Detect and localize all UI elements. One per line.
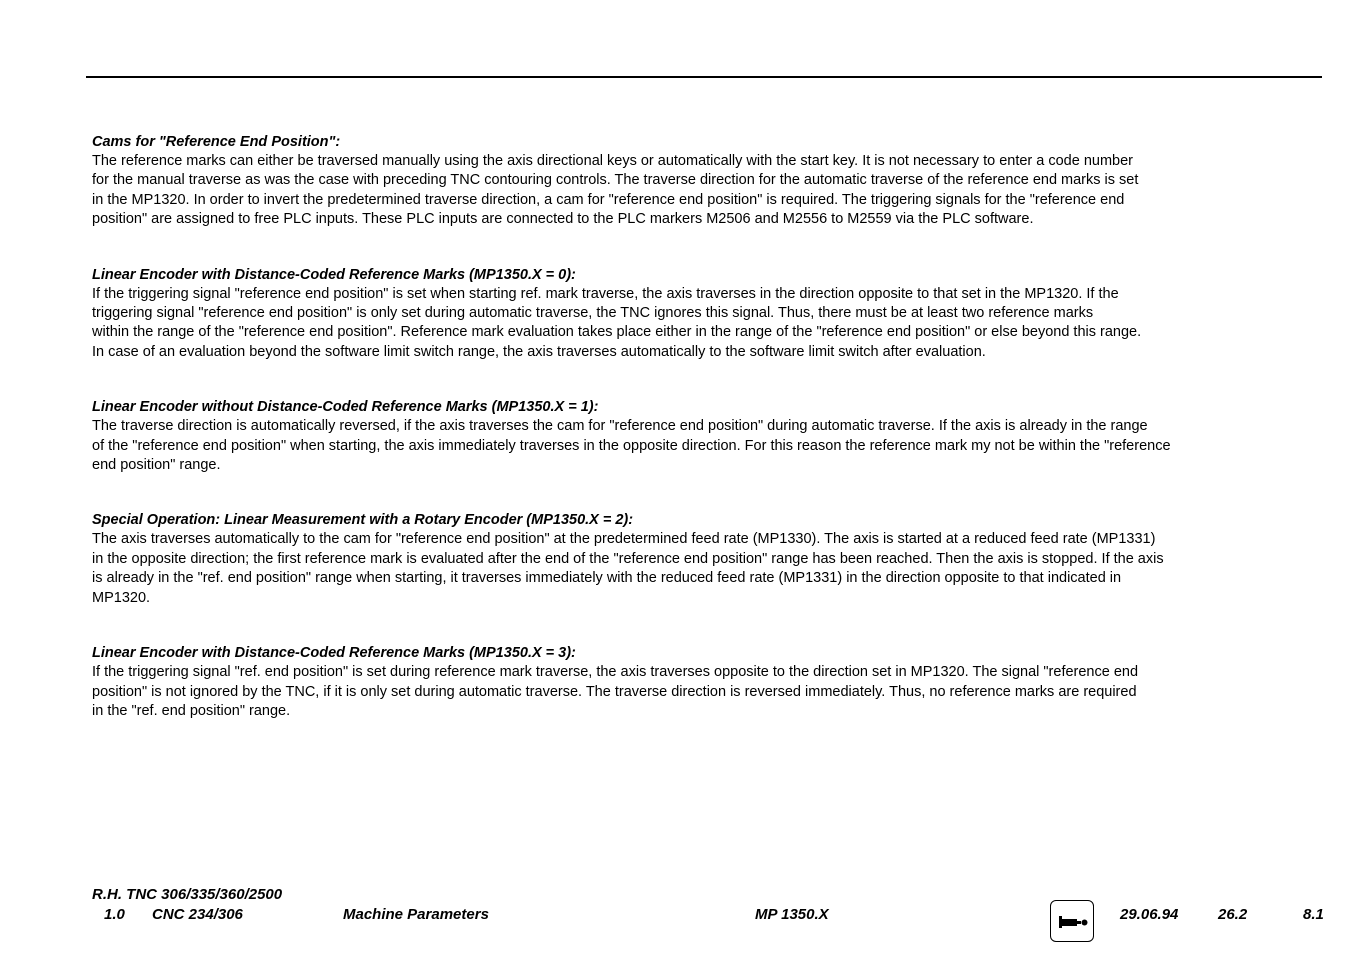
- paragraph-line: end position" range.: [92, 457, 221, 474]
- section-distance-coded-mp1350-3: [92, 644, 1312, 721]
- paragraph-line: for the manual traverse as was the case with preceding TNC contouring controls. The traverse direction for the automatic traverse of the reference end marks is set: [92, 172, 1139, 189]
- paragraph-line: of the "reference end position" when starting, the axis immediately traverses in the opposite direction. For this reason the reference mark my not be within the "reference: [92, 437, 1171, 454]
- paragraph-line: is already in the "ref. end position" range when starting, it traverses immediately with the reduced feed rate (MP1331) in the direction opposite to that indicated in: [92, 570, 1122, 587]
- section-heading: Linear Encoder without Distance-Coded Reference Marks (MP1350.X = 1):: [92, 399, 599, 416]
- footer-page-number: 26.2: [1218, 906, 1248, 923]
- footer-section-number: 8.1: [1303, 906, 1324, 923]
- section-heading: Cams for "Reference End Position":: [92, 134, 341, 150]
- footer-chapter: Machine Parameters: [343, 906, 489, 923]
- section-heading: Linear Encoder with Distance-Coded Reference Marks (MP1350.X = 3):: [92, 645, 576, 662]
- section-heading: Linear Encoder with Distance-Coded Reference Marks (MP1350.X = 0):: [92, 266, 576, 283]
- paragraph-line: position" are assigned to free PLC inputs. These PLC inputs are connected to the PLC markers M2506 and M2556 to M2559 via the PLC software.: [92, 211, 1034, 228]
- section-without-distance-coded-mp1350-1: [92, 398, 1312, 475]
- paragraph-line: triggering signal "reference end position" is only set during automatic traverse, the TNC ignores this signal. Thus, there must be at least two reference marks: [92, 305, 1094, 322]
- paragraph-line: in the opposite direction; the first reference mark is evaluated after the end of the "reference end position" range has been reached. Then the axis is stopped. If the axis: [92, 550, 1164, 567]
- paragraph-line: MP1320.: [92, 589, 151, 606]
- paragraph-line: in the MP1320. In order to invert the predetermined traverse direction, a cam for "reference end position" is required. The triggering signals for the "reference end: [92, 191, 1125, 208]
- footer-parameter: MP 1350.X: [755, 906, 829, 923]
- machine-axis-icon-graphic: [1051, 901, 1092, 940]
- paragraph-line: The reference marks can either be traversed manually using the axis directional keys or automatically with the start key. It is not necessary to enter a code number: [92, 153, 1134, 169]
- footer-author-models: R.H. TNC 306/335/360/2500: [92, 886, 283, 903]
- paragraph-line: within the range of the "reference end position". Reference mark evaluation takes place either in the range of the "reference end position" or else beyond this range.: [92, 324, 1142, 341]
- paragraph-line: position" is not ignored by the TNC, if it is only set during automatic traverse. The traverse direction is reversed immediately. Thus, no reference marks are required: [92, 683, 1137, 700]
- top-rule: [86, 76, 1322, 78]
- paragraph-line: In case of an evaluation beyond the software limit switch range, the axis traverses automatically to the software limit switch after evaluation.: [92, 343, 986, 360]
- section-heading: Special Operation: Linear Measurement with a Rotary Encoder (MP1350.X = 2):: [92, 512, 634, 529]
- paragraph-line: The traverse direction is automatically reversed, if the axis traverses the cam for "reference end position" during automatic traverse. If the axis is already in the range: [92, 418, 1148, 435]
- paragraph-line: The axis traverses automatically to the cam for "reference end position" at the predetermined feed rate (MP1330). The axis is started at a reduced feed rate (MP1331): [92, 531, 1156, 548]
- paragraph-line: If the triggering signal "reference end position" is set when starting ref. mark traverse, the axis traverses in the direction opposite to that set in the MP1320. If the: [92, 285, 1119, 302]
- section-distance-coded-mp1350-0: [92, 266, 1312, 363]
- machine-axis-icon: [1050, 900, 1094, 942]
- section-cams-reference-end-position: [92, 133, 1312, 230]
- footer-cnc-model: CNC 234/306: [152, 906, 243, 923]
- footer-date: 29.06.94: [1120, 906, 1179, 923]
- section-rotary-encoder-mp1350-2: [92, 511, 1312, 608]
- document-body: [92, 133, 1312, 757]
- paragraph-line: If the triggering signal "ref. end position" is set during reference mark traverse, the axis traverses opposite to the direction set in MP1320. The signal "reference end: [92, 664, 1139, 681]
- paragraph-line: in the "ref. end position" range.: [92, 702, 291, 719]
- footer-version: 1.0: [104, 906, 125, 923]
